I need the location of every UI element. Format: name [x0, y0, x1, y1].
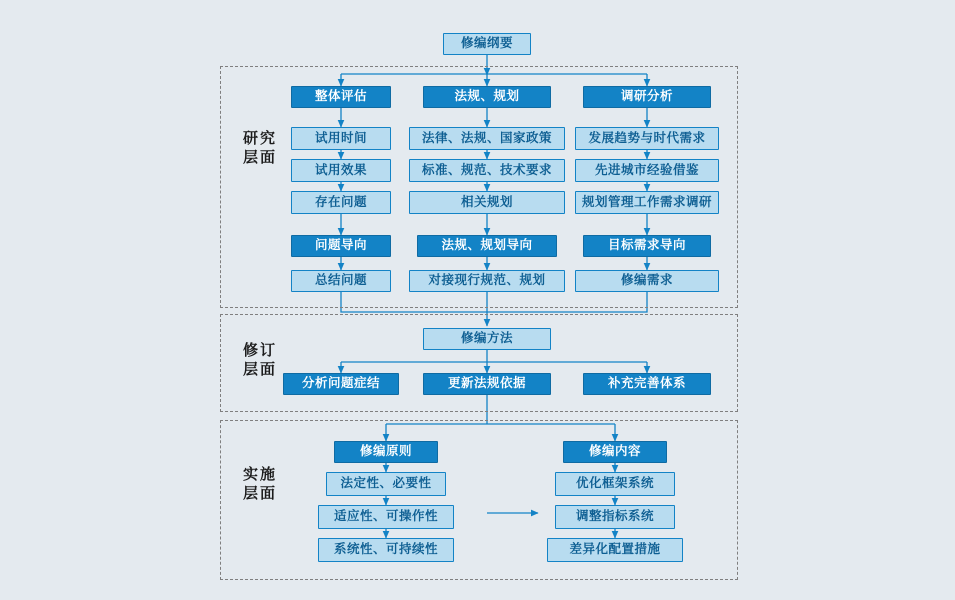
group-label-implement-line1: 实施 [242, 466, 277, 483]
node-revise-item1[interactable]: 分析问题症结 [283, 373, 399, 395]
group-label-implement-line2: 层面 [242, 484, 277, 502]
node-research-col2-item2[interactable]: 标准、规范、技术要求 [409, 159, 565, 182]
group-label-research-line1: 研究 [242, 130, 277, 147]
node-revise-item2[interactable]: 更新法规依据 [423, 373, 551, 395]
node-research-col2-item3[interactable]: 相关规划 [409, 191, 565, 214]
node-research-col2-result[interactable]: 对接现行规范、规划 [409, 270, 565, 292]
node-research-col3-result[interactable]: 修编需求 [575, 270, 719, 292]
node-research-col3-header[interactable]: 调研分析 [583, 86, 711, 108]
node-implement-left-header[interactable]: 修编原则 [334, 441, 438, 463]
group-label-research-line2: 层面 [242, 148, 277, 166]
node-revise-item3[interactable]: 补充完善体系 [583, 373, 711, 395]
node-implement-right-header[interactable]: 修编内容 [563, 441, 667, 463]
node-research-col2-header[interactable]: 法规、规划 [423, 86, 551, 108]
group-label-revise-line2: 层面 [242, 360, 277, 378]
node-research-col1-orientation[interactable]: 问题导向 [291, 235, 391, 257]
node-implement-right-item3[interactable]: 差异化配置措施 [547, 538, 683, 562]
node-title[interactable]: 修编纲要 [443, 33, 531, 55]
node-research-col2-orientation[interactable]: 法规、规划导向 [417, 235, 557, 257]
node-research-col1-item2[interactable]: 试用效果 [291, 159, 391, 182]
node-implement-left-item3[interactable]: 系统性、可持续性 [318, 538, 454, 562]
node-implement-right-item2[interactable]: 调整指标系统 [555, 505, 675, 529]
node-research-col3-item2[interactable]: 先进城市经验借鉴 [575, 159, 719, 182]
group-label-research [230, 130, 290, 168]
node-revise-header[interactable]: 修编方法 [423, 328, 551, 350]
node-implement-right-item1[interactable]: 优化框架系统 [555, 472, 675, 496]
node-research-col1-item1[interactable]: 试用时间 [291, 127, 391, 150]
node-research-col2-item1[interactable]: 法律、法规、国家政策 [409, 127, 565, 150]
group-label-revise-line1: 修订 [242, 342, 277, 359]
node-research-col3-item1[interactable]: 发展趋势与时代需求 [575, 127, 719, 150]
group-label-revise [230, 342, 290, 380]
node-research-col1-header[interactable]: 整体评估 [291, 86, 391, 108]
group-label-implement [230, 466, 290, 504]
node-implement-left-item1[interactable]: 法定性、必要性 [326, 472, 446, 496]
node-research-col1-result[interactable]: 总结问题 [291, 270, 391, 292]
node-research-col3-item3[interactable]: 规划管理工作需求调研 [575, 191, 719, 214]
node-research-col1-item3[interactable]: 存在问题 [291, 191, 391, 214]
node-research-col3-orientation[interactable]: 目标需求导向 [583, 235, 711, 257]
node-implement-left-item2[interactable]: 适应性、可操作性 [318, 505, 454, 529]
